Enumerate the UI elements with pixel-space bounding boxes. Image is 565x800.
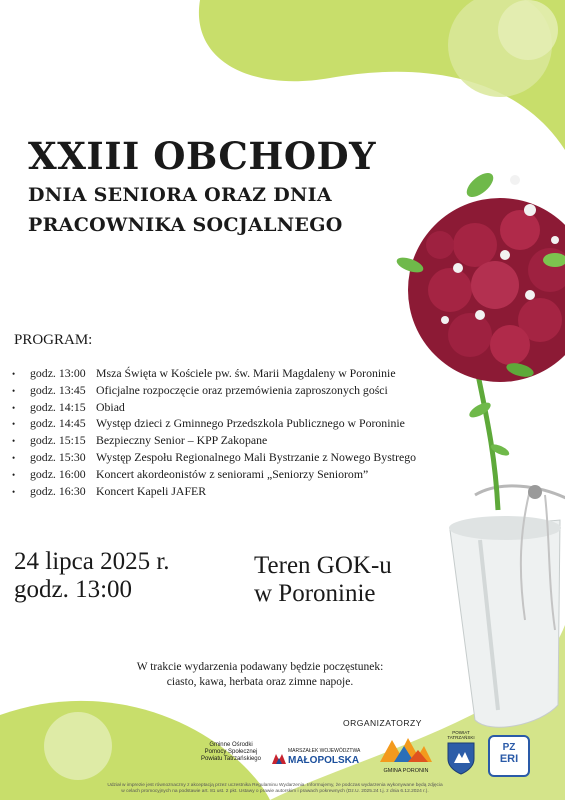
event-place-line-1: Teren GOK-u bbox=[254, 552, 392, 579]
event-subtitle-line-1: DNIA SENIORA ORAZ DNIA bbox=[28, 184, 332, 206]
bullet-icon: • bbox=[12, 369, 16, 379]
program-item bbox=[12, 366, 492, 383]
disclaimer-line-1: Udział w imprezie jest równoznaczny z akceptacją przez uczestnika Regulaminu Wydarzenia. Informujemy, że podczas wydarzenia wykonywane będą zdjęcia bbox=[107, 783, 443, 788]
pzeri-logo bbox=[488, 735, 530, 777]
powiat-tatrzanski-text: POWIAT TATRZAŃSKI bbox=[447, 730, 475, 740]
program-item-time: godz. 15:15 bbox=[30, 433, 86, 448]
program-item bbox=[12, 400, 492, 417]
disclaimer bbox=[40, 783, 510, 795]
program-item bbox=[12, 484, 492, 501]
program-heading: PROGRAM: bbox=[14, 332, 93, 348]
program-item-time: godz. 14:15 bbox=[30, 399, 86, 414]
program-item-text: Koncert Kapeli JAFER bbox=[96, 483, 207, 498]
program-item-text: Oficjalne rozpoczęcie oraz przemówienia zaproszonych gości bbox=[96, 382, 388, 397]
program-item-time: godz. 16:00 bbox=[30, 466, 86, 481]
gmina-poronin-mountains-icon bbox=[378, 734, 434, 764]
gops-logo-line-1: Gminne Ośrodki bbox=[209, 742, 253, 748]
event-place bbox=[254, 552, 392, 608]
malopolska-small-text: MARSZAŁEK WOJEWÓDZTWA bbox=[288, 748, 361, 754]
malopolska-mark-icon bbox=[272, 752, 286, 764]
program-item bbox=[12, 433, 492, 450]
bullet-icon: • bbox=[12, 486, 16, 497]
malopolska-big-text: MAŁOPOLSKA bbox=[288, 755, 360, 766]
bullet-icon: • bbox=[12, 419, 16, 430]
event-time: godz. 13:00 bbox=[14, 576, 133, 603]
refreshments-line-1: W trakcie wydarzenia podawany będzie poczęstunek: bbox=[136, 661, 384, 673]
event-date: 24 lipca 2025 r. bbox=[14, 548, 170, 575]
program-item-text: Występ dzieci z Gminnego Przedszkola Publicznego w Poroninie bbox=[96, 416, 405, 431]
event-date-time bbox=[14, 548, 170, 604]
bullet-icon: • bbox=[12, 436, 16, 447]
gops-logo-line-2: Pomocy Społecznej bbox=[204, 749, 258, 755]
refreshments-line-2: ciasto, kawa, herbata oraz zimne napoje. bbox=[166, 676, 354, 688]
disclaimer-line-2: w celach promocyjnych na podstawie art. 81 ust. 2 pkt. Ustawy o prawie autorskim i prawach pokrewnych (Dz.U. 2025.24 t.j. z dnia 6.12.2024 r.). bbox=[121, 789, 429, 794]
event-subtitle bbox=[28, 180, 343, 240]
program-list bbox=[12, 366, 492, 500]
pzeri-logo-top: PZ bbox=[502, 742, 516, 753]
refreshments-note bbox=[100, 660, 420, 690]
pzeri-logo-bottom: ERI bbox=[499, 753, 519, 765]
gmina-poronin-text: GMINA PORONIN bbox=[383, 768, 429, 774]
program-item bbox=[12, 416, 492, 433]
bullet-icon: • bbox=[12, 452, 16, 463]
program-item-time: godz. 14:45 bbox=[30, 416, 86, 431]
bullet-icon: • bbox=[12, 385, 16, 396]
program-item-text: Bezpieczny Senior – KPP Zakopane bbox=[96, 433, 268, 448]
program-item bbox=[12, 450, 492, 467]
program-item-time: godz. 13:45 bbox=[30, 382, 86, 397]
organizers-label: ORGANIZATORZY bbox=[343, 718, 422, 728]
bullet-icon: • bbox=[12, 402, 16, 413]
program-item-time: godz. 16:30 bbox=[30, 483, 86, 498]
event-subtitle-line-2: PRACOWNIKA SOCJALNEGO bbox=[28, 214, 343, 236]
powiat-tatrzanski-logo bbox=[444, 730, 478, 775]
program-item bbox=[12, 383, 492, 400]
gops-logo-line-3: Powiatu Tatrzańskiego bbox=[201, 756, 261, 762]
program-item-time: godz. 15:30 bbox=[30, 449, 86, 464]
gmina-poronin-logo bbox=[378, 734, 434, 775]
gops-logo bbox=[196, 742, 266, 763]
program-item-text: Msza Święta w Kościele pw. św. Marii Magdaleny w Poroninie bbox=[96, 366, 396, 380]
program-item-text: Obiad bbox=[96, 399, 125, 414]
event-place-line-2: w Poroninie bbox=[254, 580, 376, 607]
event-title: XXIII OBCHODY bbox=[28, 134, 377, 178]
coat-of-arms-icon bbox=[446, 741, 476, 775]
program-item bbox=[12, 467, 492, 484]
program-item-text: Występ Zespołu Regionalnego Mali Bystrzanie z Nowego Bystrego bbox=[96, 449, 417, 464]
program-item-text: Koncert akordeonistów z seniorami „Seniorzy Seniorom” bbox=[96, 466, 369, 481]
bullet-icon: • bbox=[12, 469, 16, 480]
program-item-time: godz. 13:00 bbox=[30, 366, 86, 380]
